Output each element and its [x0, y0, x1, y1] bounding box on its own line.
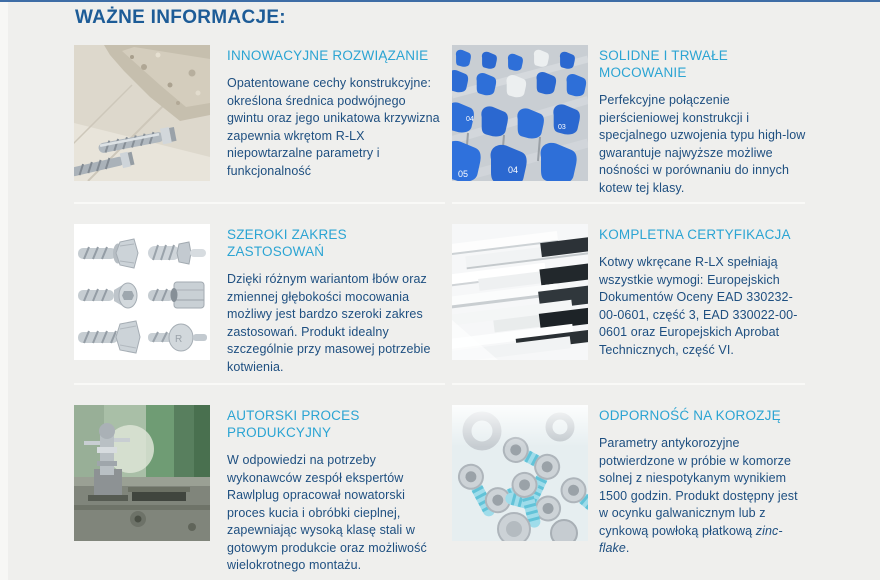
- card-heading: ODPORNOŚĆ NA KOROZJĘ: [599, 408, 781, 423]
- info-card-autorski-proces: [74, 405, 446, 575]
- info-card-solidne-mocowanie: [452, 45, 808, 197]
- card-heading: KOMPLETNA CERTYFIKACJA: [599, 227, 791, 242]
- card-body: Kotwy wkręcane R-LX spełniają wszystkie wymogi: Europejskich Dokumentów Oceny EAD 330232-00-0601, część 3, EAD 330022-00-0601 oraz Europejskich Aprobat Technicznych, część VI.: [599, 255, 798, 357]
- info-card-kompletna-certyfikacja: [452, 224, 808, 360]
- info-card-szeroki-zakres: [74, 224, 446, 376]
- card-body-text: Parametry antykorozyjne potwierdzone w próbie w komorze solnej z niespotykanym wynikiem 1500 godzin. Produkt dostępny jest w ocynku galwanicznym lub z cynkową powłoką płatkową: [599, 436, 798, 538]
- info-card-innowacyjne-rozwiazanie: [74, 45, 446, 181]
- card-heading: AUTORSKI PROCES PRODUKCYJNY: [227, 408, 360, 440]
- card-body: Dzięki różnym wariantom łbów oraz zmiennej głębokości mocowania możliwy jest bardzo szeroki zakres zastosowań. Produkt idealny szczególnie przy masowej potrzebie kotwienia.: [227, 272, 431, 374]
- card-heading: SOLIDNE I TRWAŁE MOCOWANIE: [599, 48, 728, 80]
- card-body: W odpowiedzi na potrzeby wykonawców zespół ekspertów Rawlplug opracował nowatorski proces kucia i obróbki cieplnej, zapewniając wysoką klasę stali w gotowym produkcie oraz możliwość wielokrotnego montażu.: [227, 453, 427, 572]
- card-body-italic: zinc-flake: [599, 523, 783, 555]
- card-body: Perfekcyjne połączenie pierścieniowej konstrukcji i specjalnego uzwojenia typu high-low gwarantuje najwyższe możliwe nośności w porównaniu do innych kotew tej klasy.: [599, 93, 806, 195]
- row-divider: [452, 202, 805, 204]
- screw-head-variants-photo: [74, 224, 210, 360]
- info-card-odpornosc-na-korozje: [452, 405, 808, 558]
- row-divider: [452, 383, 805, 385]
- svg-text:05: 05: [458, 169, 469, 179]
- page-left-margin: [0, 2, 8, 580]
- card-body-end: .: [625, 541, 630, 555]
- row-divider: [74, 383, 445, 385]
- card-heading: SZEROKI ZAKRES ZASTOSOWAŃ: [227, 227, 347, 259]
- card-body: Opatentowane cechy konstrukcyjne: określona średnica podwójnego gwintu oraz jego unikatowa krzywizna zapewnia wkrętom R-LX niepowtarzalne parametry i funkcjonalność: [227, 76, 440, 178]
- svg-text:04: 04: [508, 165, 519, 175]
- page-title: WAŻNE INFORMACJE:: [75, 7, 286, 28]
- row-divider: [74, 202, 445, 204]
- factory-machine-photo: [74, 405, 210, 541]
- card-body: [599, 435, 808, 558]
- svg-text:R: R: [175, 334, 183, 345]
- stadium-seats-photo: [452, 45, 588, 181]
- card-heading: INNOWACYJNE ROZWIĄZANIE: [227, 48, 429, 63]
- svg-text:04: 04: [466, 116, 474, 123]
- svg-text:03: 03: [558, 124, 566, 131]
- top-accent-line: [0, 0, 880, 2]
- document-stacks-photo: [452, 224, 588, 360]
- concrete-screws-photo: [74, 45, 210, 181]
- zinc-flake-bolts-photo: [452, 405, 588, 541]
